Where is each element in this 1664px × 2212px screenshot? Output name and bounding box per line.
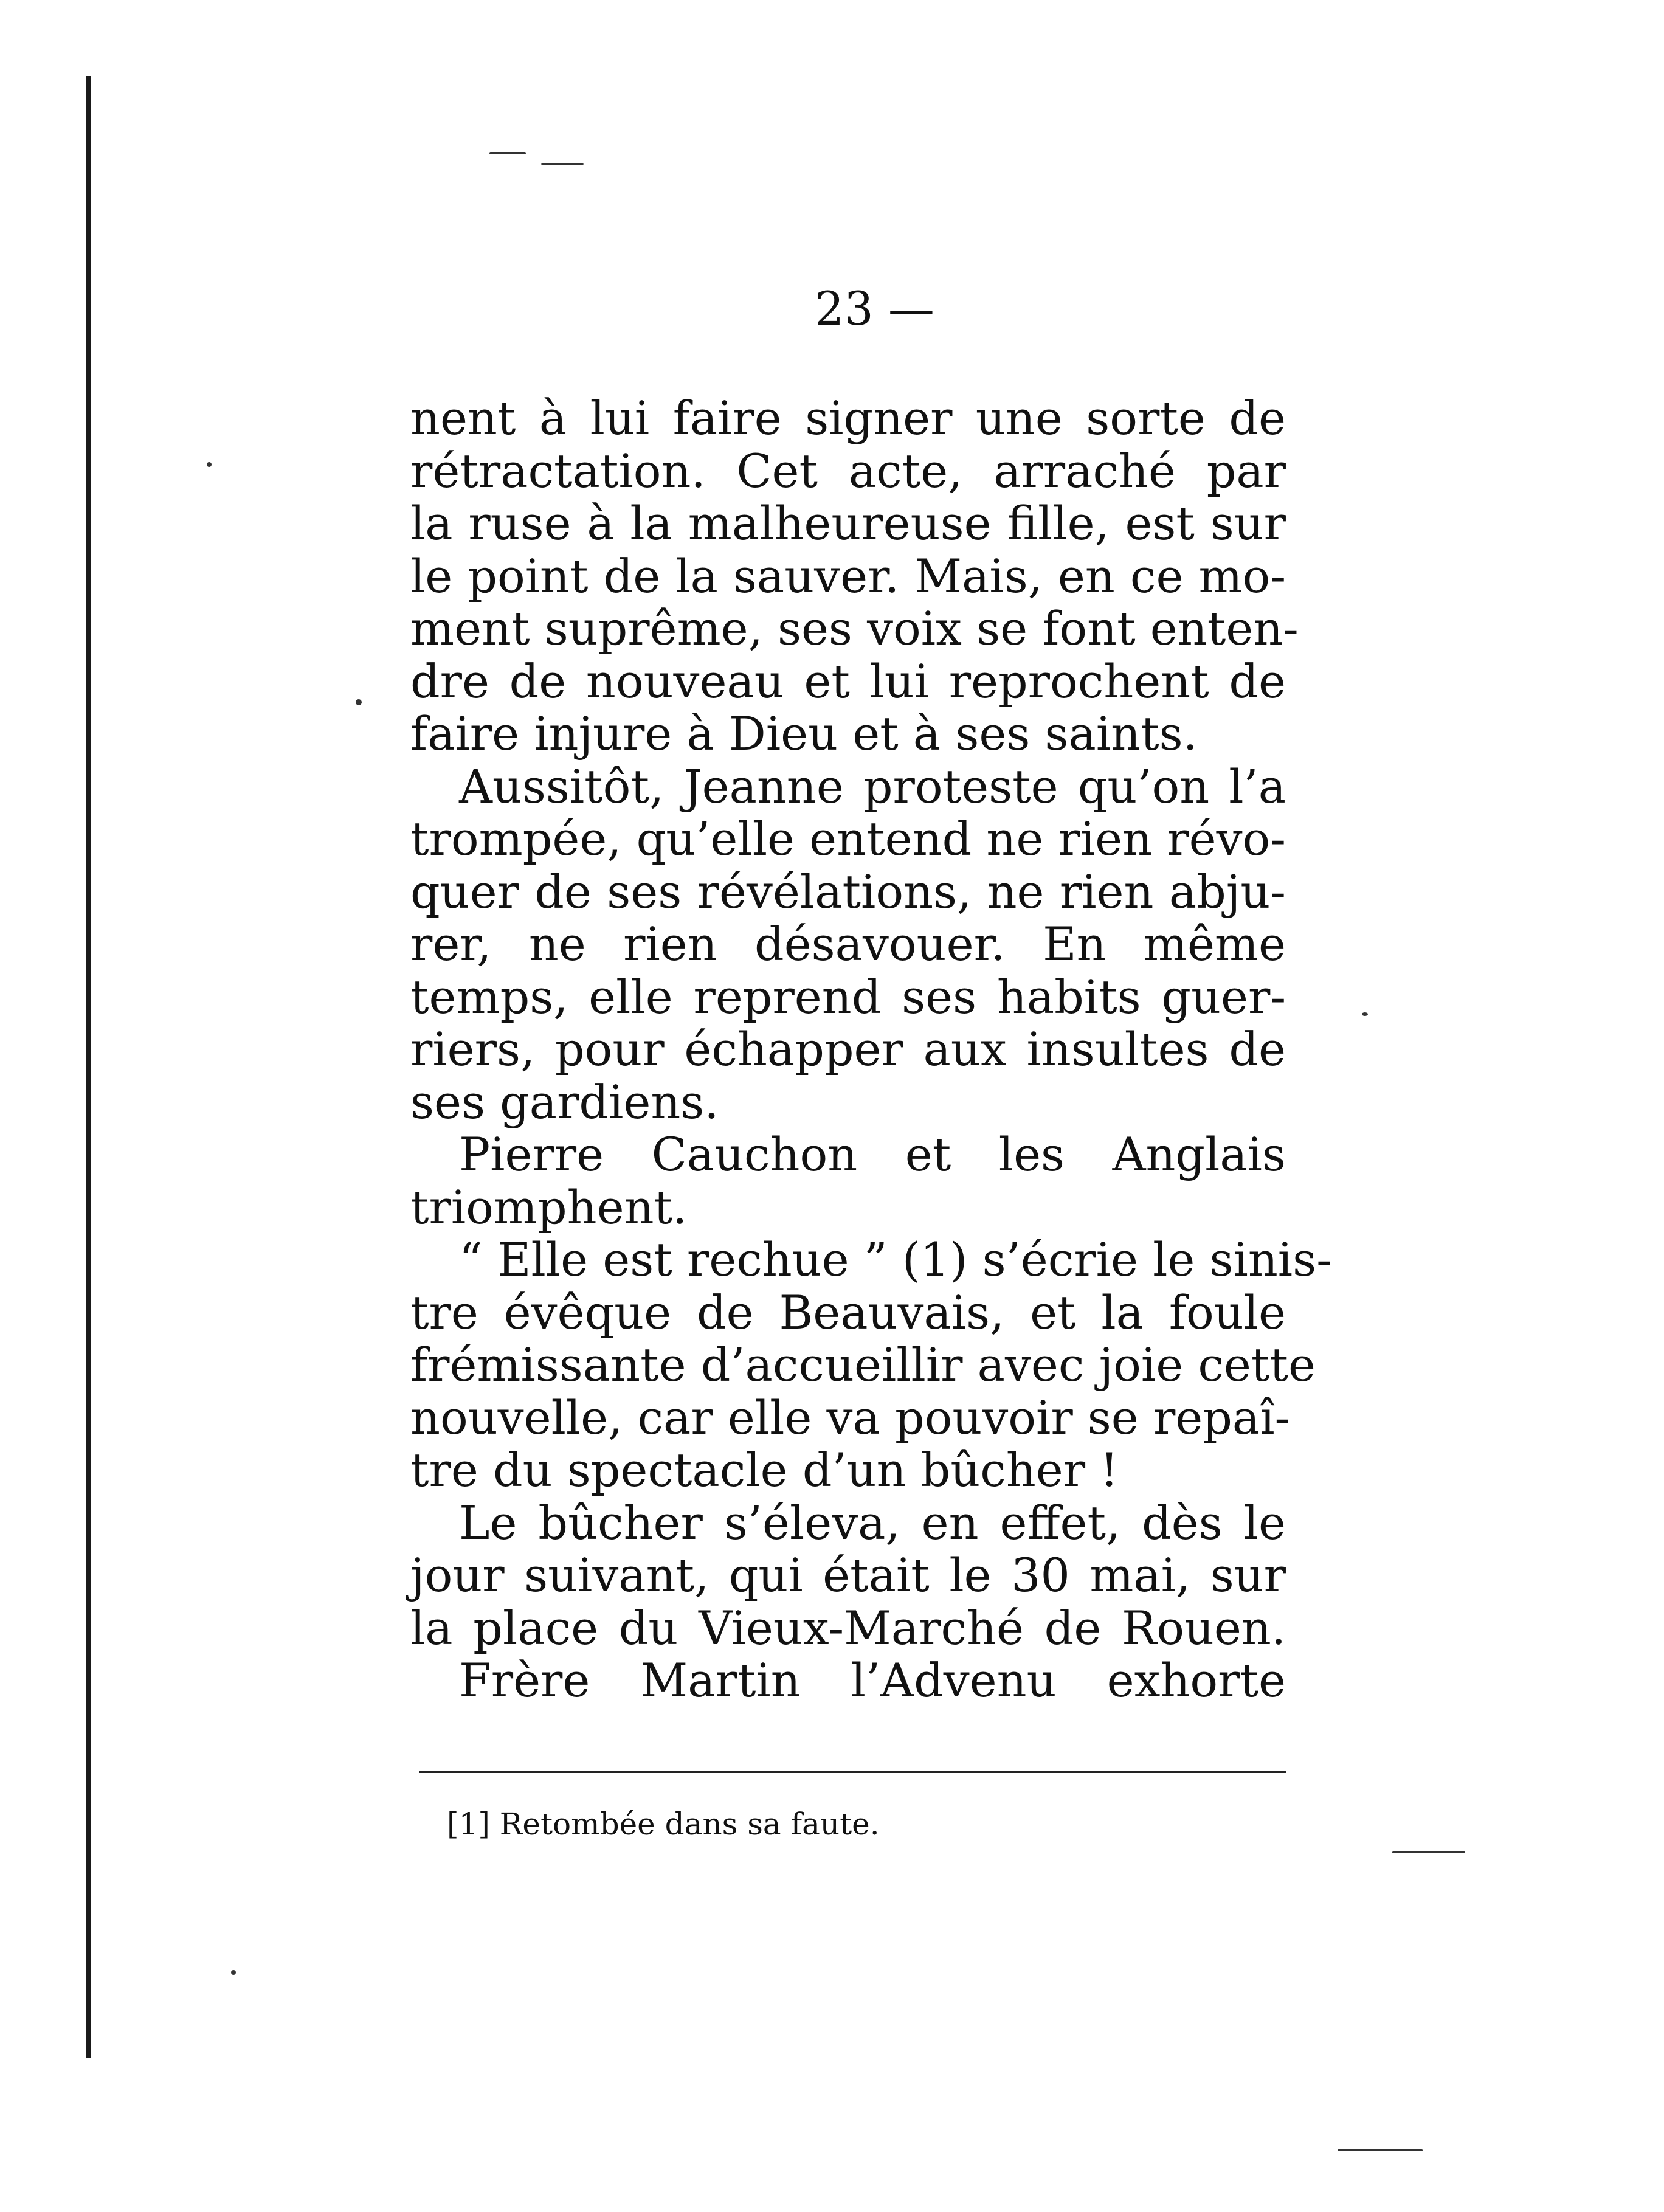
binding-edge [86, 76, 91, 2058]
text-line: Pierre Cauchon et les Anglais [459, 1127, 1286, 1181]
scan-speck [207, 462, 212, 467]
scan-speck [489, 152, 526, 154]
scan-speck [1338, 2149, 1423, 2151]
page-number: 23 — [815, 282, 934, 336]
text-line: nouvelle, car elle va pouvoir se repaî- [410, 1390, 1291, 1445]
text-line: tre évêque de Beauvais, et la foule [410, 1285, 1286, 1339]
scan-speck [356, 699, 362, 705]
scan-speck [1362, 1012, 1368, 1016]
text-line: Le bûcher s’éleva, en effet, dès le [459, 1495, 1286, 1550]
scan-speck [541, 163, 584, 165]
text-line: trompée, qu’elle entend ne rien révo- [410, 812, 1286, 866]
text-line: la place du Vieux-Marché de Rouen. [410, 1600, 1286, 1655]
footnote-rule [419, 1771, 1286, 1773]
text-line: triomphent. [410, 1180, 688, 1234]
footnote: [1] Retombée dans sa faute. [447, 1806, 880, 1842]
text-line: rétractation. Cet acte, arraché par [410, 443, 1286, 498]
text-line: quer de ses révélations, ne rien abju- [410, 864, 1286, 919]
text-line: frémissante d’accueillir avec joie cette [410, 1338, 1316, 1392]
text-line: “ Elle est rechue ” (1) s’écrie le sinis- [459, 1232, 1332, 1287]
text-line: ses gardiens. [410, 1074, 719, 1129]
text-line: ment suprême, ses voix se font enten- [410, 601, 1299, 655]
scan-speck [1392, 1851, 1465, 1853]
text-line: riers, pour échapper aux insultes de [410, 1022, 1286, 1076]
text-line: Frère Martin l’Advenu exhorte [459, 1653, 1286, 1707]
text-line: jour suivant, qui était le 30 mai, sur [410, 1548, 1286, 1602]
text-line: la ruse à la malheureuse fille, est sur [410, 496, 1286, 550]
text-line: faire injure à Dieu et à ses saints. [410, 707, 1198, 761]
text-line: tre du spectacle d’un bûcher ! [410, 1443, 1119, 1497]
text-line: temps, elle reprend ses habits guer- [410, 969, 1286, 1024]
text-line: rer, ne rien désavouer. En même [410, 917, 1286, 971]
text-line: nent à lui faire signer une sorte de [410, 391, 1286, 445]
body-text [410, 391, 1332, 1707]
text-line: le point de la sauver. Mais, en ce mo- [410, 548, 1286, 603]
text-line: Aussitôt, Jeanne proteste qu’on l’a [459, 759, 1286, 814]
text-line: dre de nouveau et lui reprochent de [410, 654, 1286, 708]
scan-speck [231, 1970, 236, 1975]
